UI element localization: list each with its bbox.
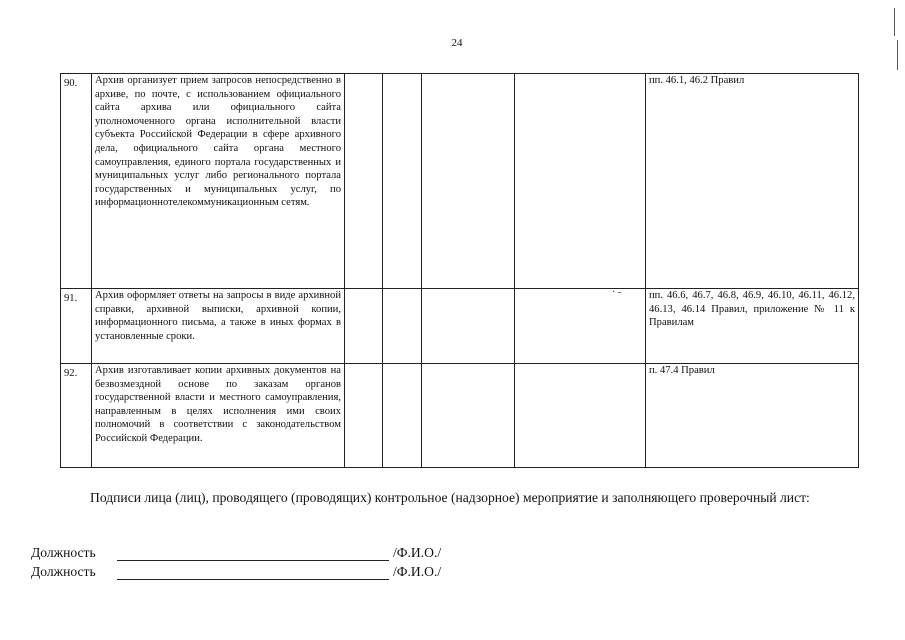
- requirement-cell: Архив организует прием запросов непосредственно в архиве, по почте, с использованием официального сайта архива или официального сайта уполномоченного органа исполнительной власти субъекта Российской Федерации в сфере архивного дела, официального сайта органа местного самоуправления, единого портала государственных и муниципальных услуг либо регионального портала государственных и муниципальных услуг, по информационнотелекоммуникационным сетям.: [92, 74, 345, 289]
- legal-reference-cell: пп. 46.6, 46.7, 46.8, 46.9, 46.10, 46.11, 46.12, 46.13, 46.14 Правил, приложение № 11 к Правилам: [646, 289, 859, 364]
- name-label: /Ф.И.О./: [393, 564, 442, 579]
- table-row: [61, 364, 859, 468]
- row-number-cell: 92.: [61, 364, 92, 468]
- answer-no-cell[interactable]: [383, 364, 422, 468]
- legal-reference-cell: пп. 46.1, 46.2 Правил: [646, 74, 859, 289]
- requirement-cell: Архив изготавливает копии архивных документов на безвозмездной основе по заказам органов государственной власти и местного самоуправления, направленным в целях исполнения ими своих полномочий в соответствии с законодательством Российской Федерации.: [92, 364, 345, 468]
- table-row: [61, 289, 859, 364]
- row-number-cell: 91.: [61, 289, 92, 364]
- note-cell[interactable]: [515, 364, 646, 468]
- row-number-cell: 90.: [61, 74, 92, 289]
- scan-edge-mark: [897, 40, 898, 70]
- table-row: [61, 74, 859, 289]
- scan-artifact-mark: · -: [612, 287, 622, 298]
- answer-not-applicable-cell[interactable]: [422, 289, 515, 364]
- answer-not-applicable-cell[interactable]: [422, 74, 515, 289]
- answer-not-applicable-cell[interactable]: [422, 364, 515, 468]
- position-label: Должность: [31, 545, 96, 560]
- answer-no-cell[interactable]: [383, 74, 422, 289]
- name-label: /Ф.И.О./: [393, 545, 442, 560]
- note-cell[interactable]: [515, 289, 646, 364]
- signature-blank[interactable]: [117, 565, 389, 580]
- legal-reference-cell: п. 47.4 Правил: [646, 364, 859, 468]
- signature-line: [31, 564, 441, 580]
- answer-no-cell[interactable]: [383, 289, 422, 364]
- checklist-table: [60, 73, 859, 468]
- position-label: Должность: [31, 564, 96, 579]
- signature-blank[interactable]: [117, 546, 389, 561]
- requirement-cell: Архив оформляет ответы на запросы в виде архивной справки, архивной выписки, архивной копии, информационного письма, а также в иных формах в установленные сроки.: [92, 289, 345, 364]
- note-cell[interactable]: [515, 74, 646, 289]
- signatures-block: [60, 488, 860, 507]
- scan-edge-mark: [894, 8, 895, 36]
- signatures-intro: Подписи лица (лиц), проводящего (проводящих) контрольное (надзорное) мероприятие и заполняющего проверочный лист:: [90, 490, 810, 505]
- signature-line: [31, 545, 441, 561]
- page-number: 24: [451, 37, 463, 49]
- answer-yes-cell[interactable]: [345, 289, 383, 364]
- answer-yes-cell[interactable]: [345, 74, 383, 289]
- answer-yes-cell[interactable]: [345, 364, 383, 468]
